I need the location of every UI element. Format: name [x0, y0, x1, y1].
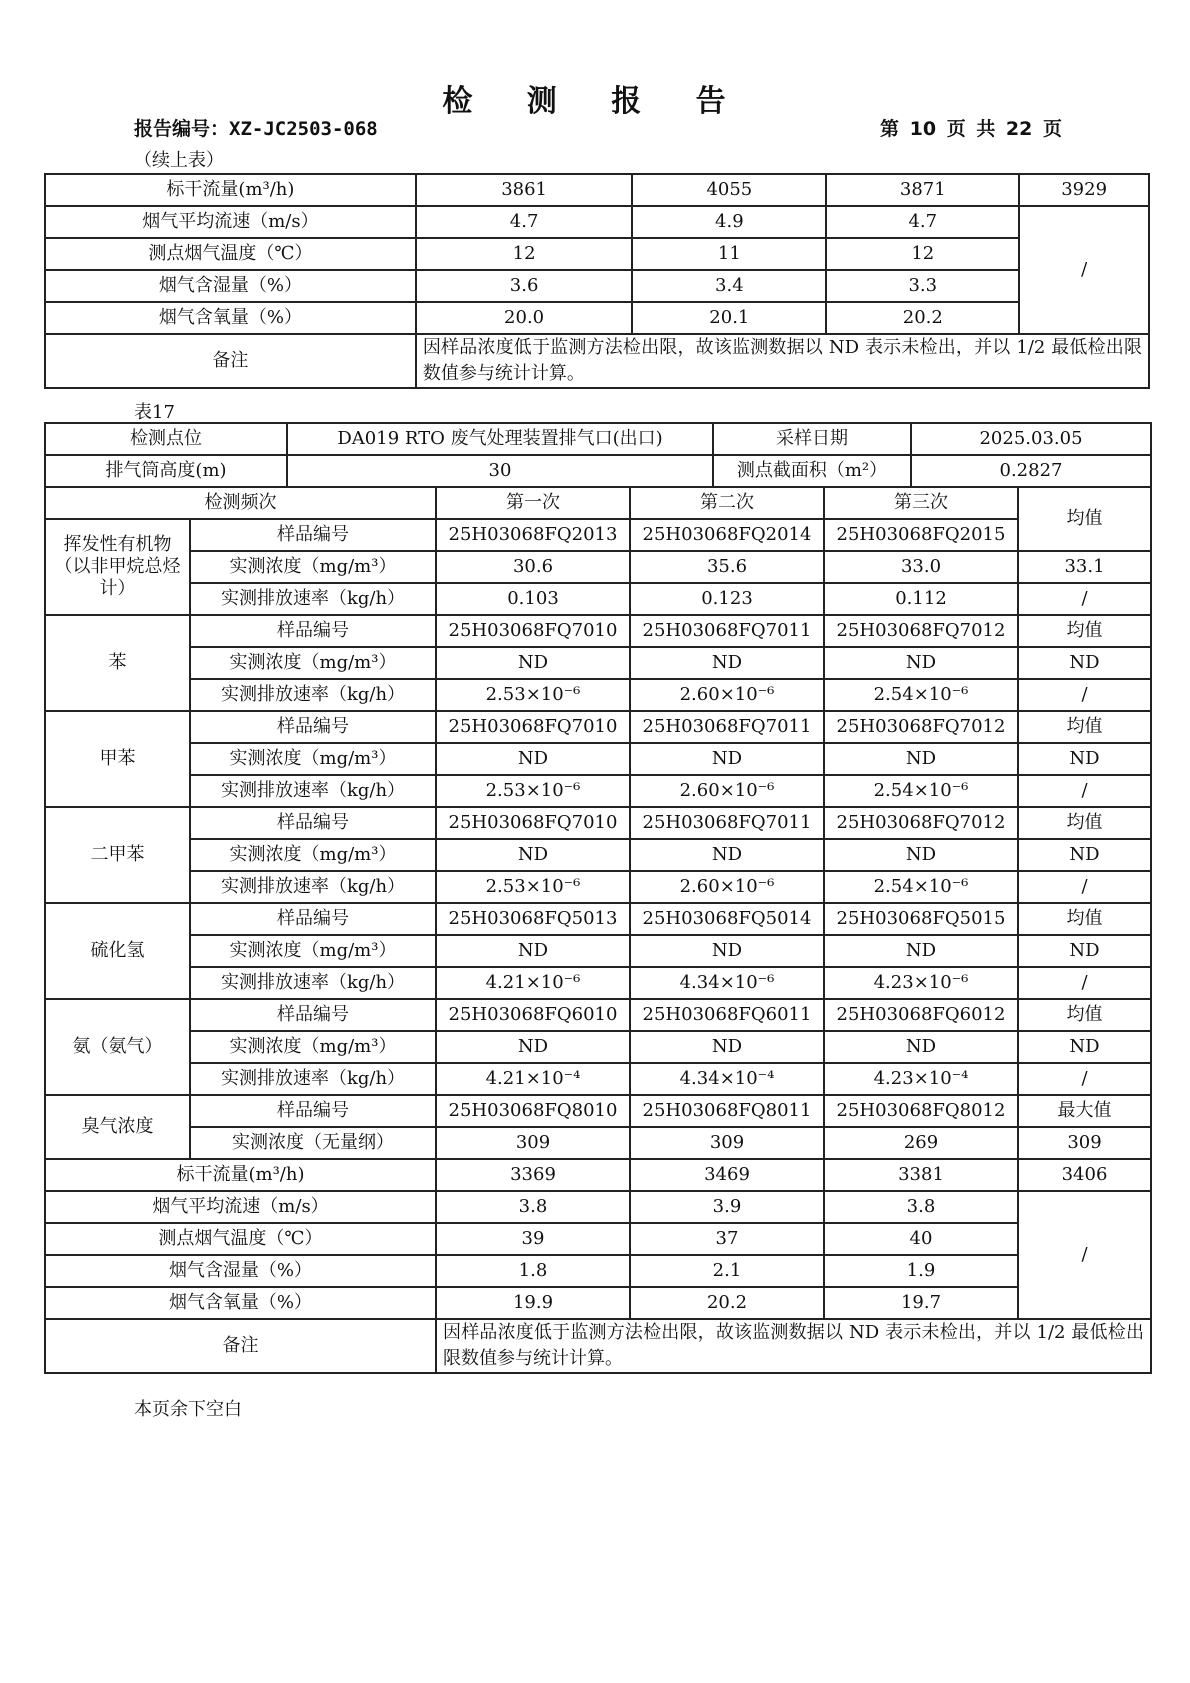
- cell: 3.3: [826, 270, 1019, 302]
- cell: 4.34×10⁻⁴: [630, 1063, 824, 1095]
- table-row: [45, 679, 1151, 711]
- cell: ND: [824, 647, 1018, 679]
- cell: 25H03068FQ7010: [436, 615, 630, 647]
- page-number: 第 10 页 共 22 页: [880, 118, 1062, 140]
- cell: 33.0: [824, 551, 1018, 583]
- row-label: 烟气含湿量（%）: [45, 270, 416, 302]
- cell: ND: [1018, 743, 1151, 775]
- row-label: 标干流量(m³/h): [45, 174, 416, 206]
- cell: 25H03068FQ7012: [824, 807, 1018, 839]
- table-row: [45, 1095, 1151, 1127]
- report-number-value: XZ-JC2503-068: [229, 118, 378, 140]
- table-row: [45, 1191, 1151, 1223]
- cell: 均值: [1018, 807, 1151, 839]
- row-label: 测点烟气温度（℃）: [45, 1223, 436, 1255]
- row-label: 烟气平均流速（m/s）: [45, 206, 416, 238]
- row-label: 烟气含湿量（%）: [45, 1255, 436, 1287]
- run-header: 第二次: [630, 487, 824, 519]
- cell: 2.53×10⁻⁶: [436, 775, 630, 807]
- cell: ND: [630, 743, 824, 775]
- cell: 1.9: [824, 1255, 1018, 1287]
- cell: 25H03068FQ8011: [630, 1095, 824, 1127]
- avg-header: 均值: [1018, 487, 1151, 551]
- note-text-content: 因样品浓度低于监测方法检出限，故该监测数据以 ND 表示未检出，并以 1/2 最低检出限数值参与统计计算。: [443, 1322, 1144, 1369]
- cell: 4.34×10⁻⁶: [630, 967, 824, 999]
- row-label: 烟气含氧量（%）: [45, 302, 416, 334]
- cell: 均值: [1018, 999, 1151, 1031]
- row-label: 标干流量(m³/h): [45, 1159, 436, 1191]
- table-row: [45, 206, 1149, 238]
- table-row: [45, 1127, 1151, 1159]
- cell: 4.9: [632, 206, 826, 238]
- cell: 3.4: [632, 270, 826, 302]
- cell: 3381: [824, 1159, 1018, 1191]
- cell: 2.60×10⁻⁶: [630, 679, 824, 711]
- cell: ND: [824, 1031, 1018, 1063]
- table-row: [45, 711, 1151, 743]
- table-row: [45, 238, 1149, 270]
- group-name: 二甲苯: [45, 807, 190, 903]
- cell: 2.53×10⁻⁶: [436, 871, 630, 903]
- cell: 3.8: [436, 1191, 630, 1223]
- table-row: [45, 743, 1151, 775]
- cell: 269: [824, 1127, 1018, 1159]
- height-value: 30: [287, 455, 713, 487]
- date-value: 2025.03.05: [911, 423, 1151, 455]
- cell: 3406: [1018, 1159, 1151, 1191]
- cell: 3369: [436, 1159, 630, 1191]
- group-name: 硫化氢: [45, 903, 190, 999]
- merged-slash-cell: /: [1019, 206, 1149, 334]
- cell: 25H03068FQ8012: [824, 1095, 1018, 1127]
- cell: 35.6: [630, 551, 824, 583]
- table-row: [45, 455, 1151, 487]
- row-label: 实测排放速率（kg/h）: [190, 967, 436, 999]
- cell: 25H03068FQ7011: [630, 711, 824, 743]
- cell: 25H03068FQ6010: [436, 999, 630, 1031]
- cell: 3469: [630, 1159, 824, 1191]
- freq-label: 检测频次: [45, 487, 436, 519]
- cell: 3861: [416, 174, 633, 206]
- row-label: 样品编号: [190, 615, 436, 647]
- continued-table: [44, 173, 1150, 389]
- cell: ND: [824, 839, 1018, 871]
- table-row: [45, 1319, 1151, 1373]
- cell: 4.23×10⁻⁴: [824, 1063, 1018, 1095]
- row-label: 烟气含氧量（%）: [45, 1287, 436, 1319]
- merged-slash-cell: /: [1018, 1191, 1151, 1319]
- cell: ND: [436, 839, 630, 871]
- cell: 2.60×10⁻⁶: [630, 871, 824, 903]
- row-label: 实测浓度（mg/m³）: [190, 1031, 436, 1063]
- cell: /: [1018, 583, 1151, 615]
- table-row: [45, 487, 1151, 519]
- cell: ND: [630, 1031, 824, 1063]
- table-row: [45, 903, 1151, 935]
- table17-main: [44, 486, 1152, 1374]
- cell: ND: [1018, 1031, 1151, 1063]
- row-label: 实测排放速率（kg/h）: [190, 583, 436, 615]
- cell: 25H03068FQ8010: [436, 1095, 630, 1127]
- cell: 0.103: [436, 583, 630, 615]
- cell: 4.7: [826, 206, 1019, 238]
- table-row: [45, 935, 1151, 967]
- run-header: 第一次: [436, 487, 630, 519]
- cell: 3.6: [416, 270, 633, 302]
- table-row: [45, 270, 1149, 302]
- row-label: 实测浓度（mg/m³）: [190, 647, 436, 679]
- cell: 均值: [1018, 711, 1151, 743]
- cell: 0.112: [824, 583, 1018, 615]
- cell: 309: [436, 1127, 630, 1159]
- cell: 1.8: [436, 1255, 630, 1287]
- cell: 4.23×10⁻⁶: [824, 967, 1018, 999]
- table17-header: [44, 422, 1152, 488]
- cell: ND: [824, 743, 1018, 775]
- cell: 3929: [1019, 174, 1149, 206]
- cell: 25H03068FQ5014: [630, 903, 824, 935]
- group-name: 苯: [45, 615, 190, 711]
- cell: 39: [436, 1223, 630, 1255]
- table-row: [45, 334, 1149, 388]
- point-label: 检测点位: [45, 423, 287, 455]
- date-label: 采样日期: [713, 423, 911, 455]
- cell: 11: [632, 238, 826, 270]
- cell: 均值: [1018, 903, 1151, 935]
- table-row: [45, 839, 1151, 871]
- group-name: 甲苯: [45, 711, 190, 807]
- report-number: [134, 114, 378, 141]
- row-label: 实测浓度（mg/m³）: [190, 743, 436, 775]
- group-name: 氨（氨气）: [45, 999, 190, 1095]
- cell: 309: [630, 1127, 824, 1159]
- table-row: [45, 967, 1151, 999]
- cell: /: [1018, 1063, 1151, 1095]
- cell: 309: [1018, 1127, 1151, 1159]
- cell: 25H03068FQ6012: [824, 999, 1018, 1031]
- table-row: [45, 615, 1151, 647]
- cell: 4.7: [416, 206, 633, 238]
- row-label: 实测排放速率（kg/h）: [190, 775, 436, 807]
- note-text: [436, 1319, 1151, 1373]
- row-label: 实测排放速率（kg/h）: [190, 679, 436, 711]
- cell: 均值: [1018, 615, 1151, 647]
- cell: ND: [436, 743, 630, 775]
- table-row: [45, 583, 1151, 615]
- note-text-content: 因样品浓度低于监测方法检出限，故该监测数据以 ND 表示未检出，并以 1/2 最低检出限数值参与统计计算。: [422, 337, 1142, 384]
- cell: 25H03068FQ5015: [824, 903, 1018, 935]
- cell: /: [1018, 967, 1151, 999]
- cell: 40: [824, 1223, 1018, 1255]
- cell: 12: [826, 238, 1019, 270]
- cell: ND: [1018, 647, 1151, 679]
- cell: /: [1018, 871, 1151, 903]
- cell: 2.54×10⁻⁶: [824, 775, 1018, 807]
- row-label: 实测排放速率（kg/h）: [190, 1063, 436, 1095]
- cell: 25H03068FQ5013: [436, 903, 630, 935]
- cell: 4055: [632, 174, 826, 206]
- cell: 25H03068FQ7010: [436, 807, 630, 839]
- cell: 4.21×10⁻⁴: [436, 1063, 630, 1095]
- table-row: [45, 423, 1151, 455]
- page-title: 检 测 报 告: [442, 84, 748, 119]
- cell: 最大值: [1018, 1095, 1151, 1127]
- row-label: 实测浓度（mg/m³）: [190, 551, 436, 583]
- cell: 25H03068FQ7012: [824, 615, 1018, 647]
- cell: 33.1: [1018, 551, 1151, 583]
- cell: 20.2: [826, 302, 1019, 334]
- row-label: 实测浓度（mg/m³）: [190, 935, 436, 967]
- table-row: [45, 871, 1151, 903]
- table-row: [45, 174, 1149, 206]
- cell: ND: [630, 839, 824, 871]
- row-label: 样品编号: [190, 807, 436, 839]
- group-name: 挥发性有机物（以非甲烷总烃计）: [45, 519, 190, 615]
- cell: 30.6: [436, 551, 630, 583]
- table-row: [45, 519, 1151, 551]
- cell: /: [1018, 775, 1151, 807]
- row-label: 测点烟气温度（℃）: [45, 238, 416, 270]
- cell: 25H03068FQ2014: [630, 519, 824, 551]
- row-label: 实测浓度（无量纲）: [190, 1127, 436, 1159]
- cell: 37: [630, 1223, 824, 1255]
- row-label: 样品编号: [190, 999, 436, 1031]
- cell: 20.0: [416, 302, 633, 334]
- note-label: 备注: [45, 334, 416, 388]
- table-row: [45, 1255, 1151, 1287]
- cell: 25H03068FQ7011: [630, 807, 824, 839]
- cell: 25H03068FQ6011: [630, 999, 824, 1031]
- cell: 25H03068FQ7012: [824, 711, 1018, 743]
- cell: ND: [436, 1031, 630, 1063]
- table-row: [45, 1287, 1151, 1319]
- cell: 0.123: [630, 583, 824, 615]
- report-number-label: 报告编号：: [134, 118, 230, 140]
- point-value: DA019 RTO 废气处理装置排气口(出口): [287, 423, 713, 455]
- row-label: 实测浓度（mg/m³）: [190, 839, 436, 871]
- row-label: 样品编号: [190, 519, 436, 551]
- continued-label: （续上表）: [134, 150, 224, 171]
- table-row: [45, 647, 1151, 679]
- row-label: 样品编号: [190, 711, 436, 743]
- cell: 2.54×10⁻⁶: [824, 679, 1018, 711]
- note-label: 备注: [45, 1319, 436, 1373]
- page-remainder-note: 本页余下空白: [134, 1399, 242, 1420]
- row-label: 实测排放速率（kg/h）: [190, 871, 436, 903]
- cell: 20.1: [632, 302, 826, 334]
- area-value: 0.2827: [911, 455, 1151, 487]
- cell: /: [1018, 679, 1151, 711]
- cell: 25H03068FQ7011: [630, 615, 824, 647]
- table-row: [45, 1031, 1151, 1063]
- cell: 19.9: [436, 1287, 630, 1319]
- cell: 3871: [826, 174, 1019, 206]
- cell: ND: [630, 647, 824, 679]
- table-row: [45, 807, 1151, 839]
- note-text: [416, 334, 1149, 388]
- area-label: 测点截面积（m²）: [713, 455, 911, 487]
- table-row: [45, 1159, 1151, 1191]
- table-caption: 表17: [134, 402, 175, 423]
- cell: 2.60×10⁻⁶: [630, 775, 824, 807]
- table-row: [45, 999, 1151, 1031]
- run-header: 第三次: [824, 487, 1018, 519]
- table-row: [45, 1063, 1151, 1095]
- cell: 25H03068FQ2013: [436, 519, 630, 551]
- cell: ND: [1018, 935, 1151, 967]
- table-row: [45, 1223, 1151, 1255]
- cell: 19.7: [824, 1287, 1018, 1319]
- cell: ND: [824, 935, 1018, 967]
- cell: 25H03068FQ2015: [824, 519, 1018, 551]
- cell: ND: [436, 647, 630, 679]
- cell: 20.2: [630, 1287, 824, 1319]
- cell: 2.1: [630, 1255, 824, 1287]
- table-row: [45, 775, 1151, 807]
- cell: ND: [1018, 839, 1151, 871]
- cell: ND: [630, 935, 824, 967]
- cell: 3.9: [630, 1191, 824, 1223]
- cell: 25H03068FQ7010: [436, 711, 630, 743]
- group-name: 臭气浓度: [45, 1095, 190, 1159]
- cell: 4.21×10⁻⁶: [436, 967, 630, 999]
- cell: ND: [436, 935, 630, 967]
- cell: 2.54×10⁻⁶: [824, 871, 1018, 903]
- cell: 2.53×10⁻⁶: [436, 679, 630, 711]
- height-label: 排气筒高度(m): [45, 455, 287, 487]
- cell: 3.8: [824, 1191, 1018, 1223]
- table-row: [45, 551, 1151, 583]
- row-label: 样品编号: [190, 903, 436, 935]
- table-row: [45, 302, 1149, 334]
- row-label: 样品编号: [190, 1095, 436, 1127]
- row-label: 烟气平均流速（m/s）: [45, 1191, 436, 1223]
- cell: 12: [416, 238, 633, 270]
